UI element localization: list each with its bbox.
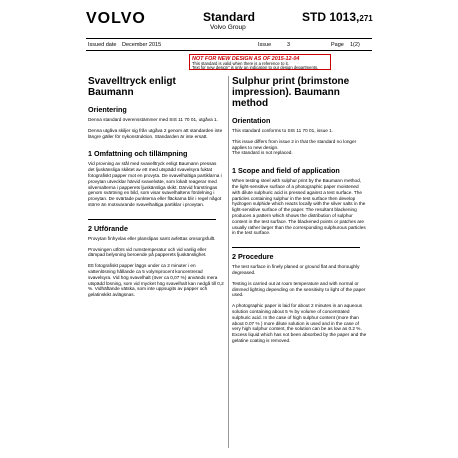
english-scope-heading: 1 Scope and field of application [232,166,340,176]
issue-value: 3 [287,42,291,48]
english-column [232,76,368,349]
english-orientation-p1: This standard conforms to SIS 11 70 01, issue 1. [232,128,334,133]
swedish-procedure-heading: 2 Utförande [88,223,128,233]
swedish-column [88,76,224,303]
header-rule-top [86,38,372,39]
english-procedure-p3: A photographic paper is laid for about 2 minutes in an aqueous solution containing about 5 % by volume of concentrated sulphuric acid. In the case of high sulphur content (more than about 0.07 % ) more dilute solution is used and in the case of very high sulphur content, the solution can be as low as 0.2 %. Excess liquid which has not been absorbed by the paper and the gelatine coating is removed. [232,303,367,343]
issued-date-label: Issued date [88,42,117,48]
english-procedure-p2: Testing is carried out at room temperature and with normal or dimmed lighting depending on the sensitivity to light of the paper used. [232,280,366,298]
standard-number-suffix: 271 [359,14,373,23]
validity-notice [189,54,331,70]
standard-title: Standard [203,10,256,24]
swedish-procedure-p2: Provningen utförs vid rumstemperatur och vid vanlig eller dämpad belysning beroende på papperets ljuskänslighet. [88,246,207,258]
standard-subtitle: Volvo Group [210,24,246,31]
swedish-title: Svavelltryck enligt Baumann [88,76,176,98]
standard-number-main: STD 1013, [302,10,360,24]
page-label: Page [331,42,344,48]
english-procedure-heading: 2 Procedure [232,252,274,262]
english-scope-p1: When testing steel with sulphur print by the Baumann method, the light-sensitive surface of a photographic paper moistened with dilute sulphuric acid is pressed against a test surface. The particles containing sulphur in the test surface then develop hydrogen sulphide which reacts locally with the silver salts in the light-sensitive surface of the paper. The resultant blackening produces a pattern which shows the distribution of sulphur content in the test surface. The blackened points or patches are usually rather larger than the corresponding sulphurous particles in the test surface. [232,178,366,236]
swedish-procedure-p1: Provytan finhyvlas eller planslipas samt avfettas omsorgsfullt. [88,235,216,241]
swedish-section-rule [88,219,216,220]
english-procedure-p1: The test surface in finely planed or ground flat and thoroughly degreased. [232,264,360,275]
column-divider [228,76,229,448]
page-value: 1(2) [350,42,360,48]
standard-number [302,10,373,24]
swedish-orientation-p1: Denna standard överensstämmer med SIS 11 70 01, utgåva 1. [88,117,218,122]
notice-headline: NOT FOR NEW DESIGN AS OF 2015-12-04 [192,56,300,62]
issue-label: Issue [258,42,272,48]
english-orientation-p2: This issue differs from issue 2 in that the standard no longer applies to new design. [232,138,357,150]
swedish-procedure-p3: Ett fotografiskt papper läggs under ca 2 minuter i en vattenlösning hållande ca 5 volymprocent koncentrerad svavelsyra. Vid hög svavelhalt (över ca 0,07 %) används mera utspädd lösning, som vid mycket hög svavelhalt kan nedgå till 0,2 %. Vidhäftande vätska, som inte uppsugits av papper och gelatinskikt avlägsnas. [88,263,224,298]
volvo-logo: VOLVO [86,10,146,27]
issued-date-value: December 2015 [122,42,162,48]
swedish-scope-heading: 1 Omfattning och tillämpning [88,149,188,159]
header-rule-bottom [86,50,372,51]
english-title: Sulphur print (brimstone impression). Baumann method [232,76,350,109]
english-orientation-heading: Orientation [232,116,271,125]
notice-line-2: Text for new design" is only an indication to our design departments. [192,65,319,71]
swedish-scope-p1: Vid provning av stål med svavelltryck enligt Baumann pressas det ljuskänsliga skiktet av ett med utspädd svavelsyra fuktat fotografiskt papper mot en provyta. De svavelhaltiga partiklarna i provytan utvecklar härvid svavelväte, som lokalt reagerar med silversalterna i papperets ljuskänsliga skikt. Därvid framtringas genom svärtning en bild, som visar svavelhaltens fördelning i provytan. De svärtade punkterna eller fläckarna blir i regel något större än motsvarande svavelhaltiga partiklar i provytan. [88,161,222,207]
english-section-rule [232,247,360,248]
swedish-orientation-p2: Denna utgåva skiljer sig från utgåva 2 genom att standarden inte längre gäller för nykonstruktion. Standarden är inte ersatt. [88,127,223,139]
swedish-orientation-heading: Orientering [88,105,127,114]
notice-line-1: This standard is valid when there is a reference to it. [192,61,289,66]
english-orientation-p3: The standard is not replaced. [232,150,293,156]
